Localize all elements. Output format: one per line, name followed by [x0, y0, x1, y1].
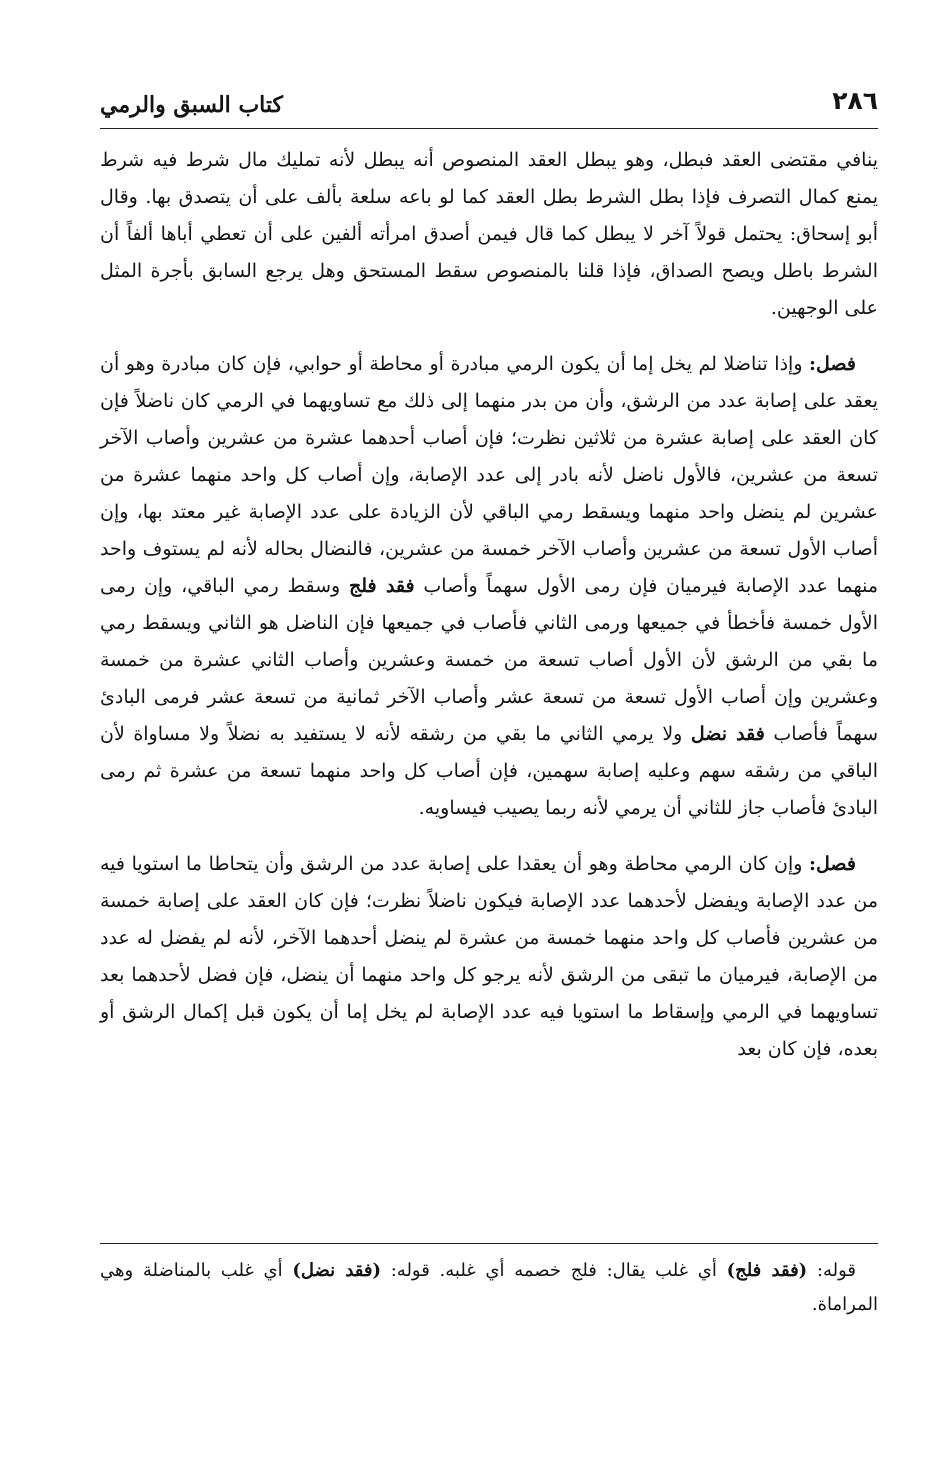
- page-header: [100, 86, 878, 126]
- footnote-term-1: (فقد فلج): [726, 1260, 808, 1281]
- paragraph-3: [100, 846, 878, 1068]
- footnote-prefix: قوله:: [807, 1260, 857, 1281]
- section-label: فصل:: [809, 853, 856, 875]
- footnote-rule: [100, 1243, 878, 1244]
- paragraph-2-text-c: ولا يرمي الثاني ما بقي من رشقه لأنه لا يستفيد به نضلاً ولا مساواة لأن الباقي من رشقه سهم وعليه إصابة سهمين، فإن أصاب كل واحد منهما تسعة من عشرة ثم رمى البادئ فأصاب جاز للثاني أن يرمي لأنه ربما يصيب فيساويه.: [100, 723, 878, 819]
- paragraph-3-text: وإن كان الرمي محاطة وهو أن يعقدا على إصابة عدد من الرشق وأن يتحاطا ما استويا فيه من عدد الإصابة ويفضل لأحدهما عدد الإصابة فيكون ناضلاً نظرت؛ فإن كان العقد على إصابة خمسة من عشرين فأصاب كل واحد منهما خمسة من عشرة لم ينضل أحدهما الآخر، لأنه لم يفضل له عدد من الإصابة، فيرميان ما تبقى من الرشق لأنه يرجو كل واحد منهما أن ينضل، فإن فضل لأحدهما بعد تساويهما في الرمي وإسقاط ما استويا فيه عدد الإصابة لم يخل إما أن يكون قبل إكمال الرشق أو بعده، فإن كان بعد: [100, 853, 878, 1060]
- paragraph-2: [100, 346, 878, 827]
- running-title: كتاب السبق والرمي: [100, 92, 283, 118]
- bold-term-nadala: فقد نضل: [690, 723, 765, 745]
- footnote-text-1: أي غلب يقال: فلج خصمه أي غلبه. قوله:: [381, 1260, 727, 1281]
- footnote-term-2: (فقد نضل): [292, 1260, 382, 1281]
- section-label: فصل:: [809, 353, 856, 375]
- paragraph-1: [100, 142, 878, 327]
- footnote: [100, 1254, 878, 1322]
- paragraph-2-text-b: وسقط رمي الباقي، وإن رمى الأول خمسة فأخطأ في جميعها ورمى الثاني فأصاب في جميعها فإن الناضل هو الثاني ويسقط رمي ما بقي من الرشق لأن الأول أصاب تسعة من خمسة وعشرين وأصاب الثاني عشرة من خمسة وعشرين وإن أصاب الأول تسعة من تسعة عشر وأصاب الآخر ثمانية من تسعة عشر فرمى البادئ سهماً فأصاب: [100, 575, 879, 745]
- page-number: ٢٨٦: [832, 86, 878, 115]
- main-text: [100, 142, 878, 1087]
- header-rule: [100, 128, 878, 129]
- bold-term-falaja: فقد فلج: [348, 575, 415, 597]
- footnote-text-2: أي غلب بالمناضلة وهي المراماة.: [100, 1260, 878, 1315]
- paragraph-2-text-a: وإذا تناضلا لم يخل إما أن يكون الرمي مبادرة أو محاطة أو حوابي، فإن كان مبادرة وهو أن يعقد على إصابة عدد من الرشق، وأن من بدر منهما إلى ذلك مع تساويهما في الرمي كان ناضلاً فإن كان العقد على إصابة عشرة من ثلاثين نظرت؛ فإن أصاب أحدهما عشرة من عشرين وأصاب الآخر تسعة من عشرين، فالأول ناضل لأنه بادر إلى عدد الإصابة، وإن أصاب كل واحد منهما عشرة من عشرين لم ينضل واحد منهما ويسقط رمي الباقي لأن الزيادة على عدد الإصابة غير معتد بها، وإن أصاب الأول تسعة من عشرين وأصاب الآخر خمسة من عشرين، فالنضال بحاله لأنه لم يستوف واحد منهما عدد الإصابة فيرميان فإن رمى الأول سهماً وأصاب: [100, 353, 879, 597]
- paragraph-1-text: ينافي مقتضى العقد فبطل، وهو يبطل العقد المنصوص أنه يبطل لأنه تمليك مال شرط فيه شرط يمنع كمال التصرف فإذا بطل الشرط بطل العقد كما لو باعه سلعة بألف على أن يتصدق بها. وقال أبو إسحاق: يحتمل قولاً آخر لا يبطل كما قال فيمن أصدق امرأته ألفين على أن تعطي أباها ألفاً أن الشرط باطل ويصح الصداق، فإذا قلنا بالمنصوص سقط المستحق وهل يرجع السابق بأجرة المثل على الوجهين.: [100, 149, 878, 319]
